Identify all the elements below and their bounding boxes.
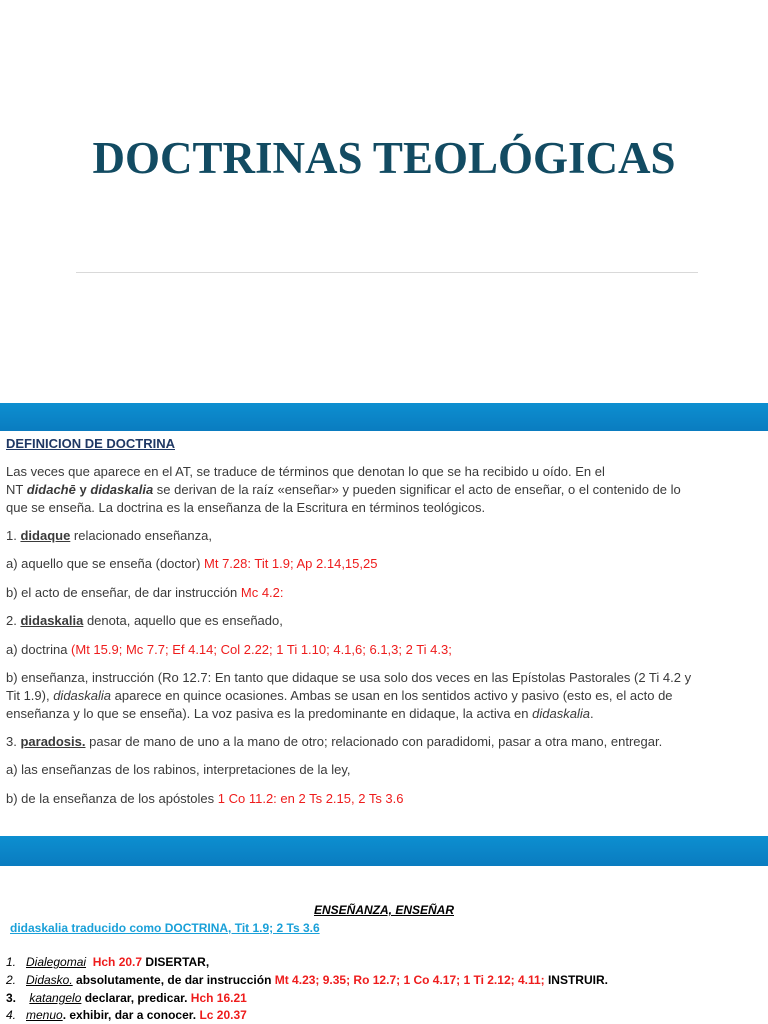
list-item: b) enseñanza, instrucción (Ro 12.7: En tanto que didaque se usa solo dos veces en las Epístolas Pastorales (2 Ti 4.2 y Tit 1.9), didaskalia aparece en quince ocasiones. Ambas se usan en los sentidos activo y pasivo (esto es, el acto de enseñanza y lo que se enseña). La voz pasiva es la predominante en didaque, la activa en didaskalia. bbox=[6, 670, 692, 721]
scripture-reference: Hch 16.21 bbox=[190, 991, 247, 1005]
list-item: a) doctrina (Mt 15.9; Mc 7.7; Ef 4.14; Col 2.22; 1 Ti 1.10; 4.1,6; 6.1,3; 2 Ti 4.3; bbox=[6, 642, 452, 657]
list-item: 3. paradosis. pasar de mano de uno a la mano de otro; relacionado con paradidomi, pasar a otra mano, entregar. bbox=[6, 734, 663, 749]
list-item: 2. Didasko. absolutamente, de dar instrucción Mt 4.23; 9.35; Ro 12.7; 1 Co 4.17; 1 Ti 2.12; 4.11; INSTRUIR. bbox=[6, 973, 608, 987]
section-subheading: didaskalia traducido como DOCTRINA, Tit 1.9; 2 Ts 3.6 bbox=[10, 921, 320, 935]
scripture-reference: Mc 4.2: bbox=[240, 585, 284, 600]
scripture-reference: Mt 7.28: Tit 1.9; Ap 2.14,15,25 bbox=[204, 556, 378, 571]
list-item: a) aquello que se enseña (doctor) Mt 7.28: Tit 1.9; Ap 2.14,15,25 bbox=[6, 556, 378, 571]
scripture-reference: 1 Co 11.2: en 2 Ts 2.15, 2 Ts 3.6 bbox=[217, 791, 404, 806]
page-title: DOCTRINAS TEOLÓGICAS bbox=[92, 133, 676, 183]
list-item: a) las enseñanzas de los rabinos, interpretaciones de la ley, bbox=[6, 762, 351, 777]
section-heading: DEFINICION DE DOCTRINA bbox=[6, 436, 175, 451]
section-heading: ENSEÑANZA, ENSEÑAR bbox=[313, 903, 454, 917]
list-item: 4. menuo. exhibir, dar a conocer. Lc 20.37 bbox=[6, 1008, 247, 1022]
scripture-reference: Hch 20.7 bbox=[92, 955, 143, 969]
scripture-reference: Mt 4.23; 9.35; Ro 12.7; 1 Co 4.17; 1 Ti 2.12; 4.11; bbox=[274, 973, 545, 987]
title-slide bbox=[0, 0, 768, 375]
definition-slide bbox=[0, 431, 768, 836]
list-item: 1. Dialegomai Hch 20.7 DISERTAR, bbox=[6, 955, 210, 969]
scripture-reference: Lc 20.37 bbox=[199, 1008, 247, 1022]
teaching-slide bbox=[0, 866, 768, 1024]
list-item: 2. didaskalia denota, aquello que es enseñado, bbox=[6, 613, 283, 628]
list-item: b) el acto de enseñar, de dar instrucción Mc 4.2: bbox=[6, 585, 284, 600]
slide-header-band bbox=[0, 403, 768, 431]
slide-header-band bbox=[0, 836, 768, 866]
intro-paragraph: Las veces que aparece en el AT, se traduce de términos que denotan lo que se ha recibido u oído. En el NT didachē y didaskalia se derivan de la raíz «enseñar» y pueden significar el acto de enseñar, o el contenido de lo que se enseña. La doctrina es la enseñanza de la Escritura en términos teológicos. bbox=[6, 464, 681, 515]
list-item: 3. katangelo declarar, predicar. Hch 16.21 bbox=[6, 991, 247, 1005]
scripture-reference: (Mt 15.9; Mc 7.7; Ef 4.14; Col 2.22; 1 Ti 1.10; 4.1,6; 6.1,3; 2 Ti 4.3; bbox=[71, 642, 452, 657]
title-divider bbox=[76, 272, 698, 273]
list-item: b) de la enseñanza de los apóstoles 1 Co 11.2: en 2 Ts 2.15, 2 Ts 3.6 bbox=[6, 791, 404, 806]
list-item: 1. didaque relacionado enseñanza, bbox=[6, 528, 212, 543]
